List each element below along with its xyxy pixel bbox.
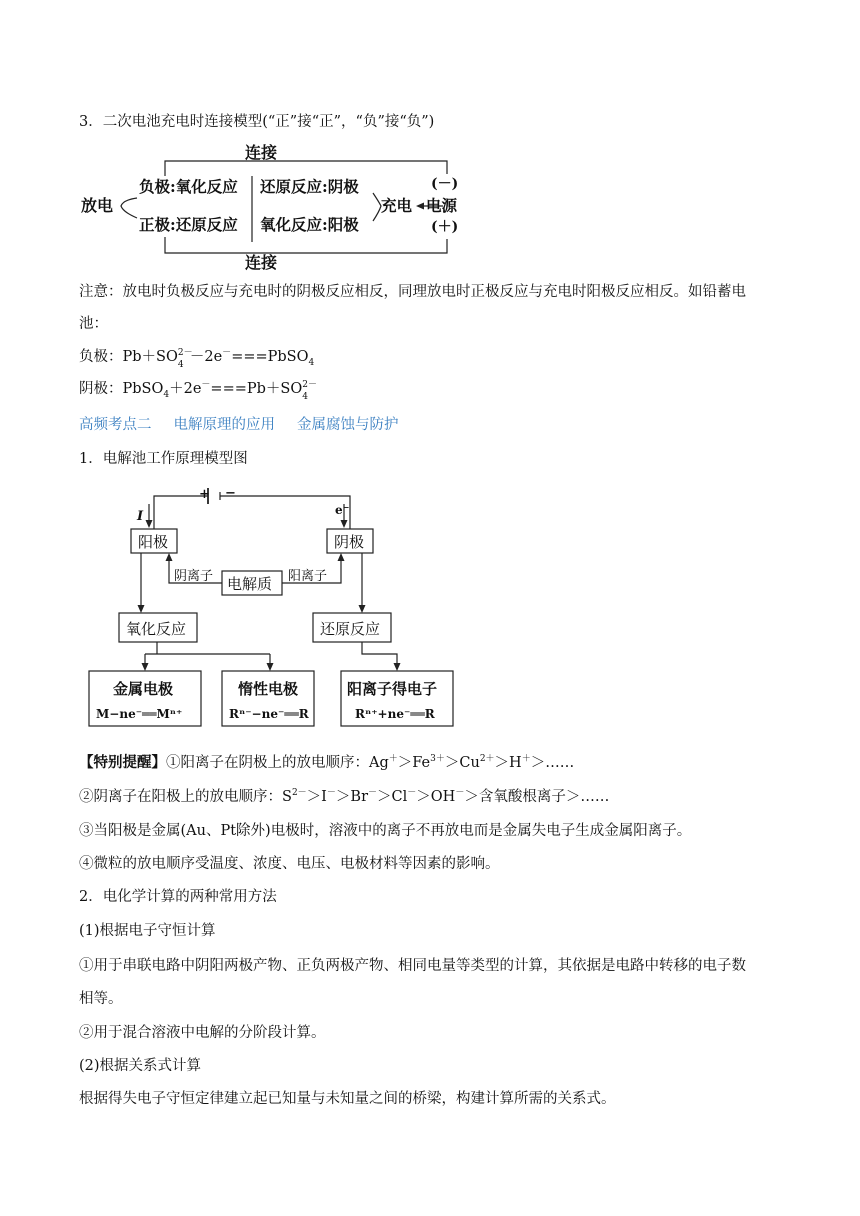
electrolyte-box-label: 电解质 <box>227 575 273 593</box>
method1-line-2: 相等。 <box>79 991 123 1007</box>
plus-terminal: (＋) <box>431 219 459 235</box>
positive-pole-reaction: 正极:还原反应 <box>139 215 238 234</box>
anode-box-label: 阳极 <box>138 533 169 551</box>
tip-2: ②阴离子在阳极上的放电顺序：$S^{2-}>I^->Br^->Cl^->OH^->$含氧酸根离子＞…… <box>79 788 610 805</box>
cathode-box-label: 阴极 <box>334 533 365 551</box>
tip-3: ③当阳极是金属(Au、Pt除外)电极时，溶液中的离子不再放电而是金属失电子生成金属阳离子。 <box>79 823 692 839</box>
top-connect-label: 连接 <box>245 143 278 162</box>
cation-label: 阳离子 <box>288 569 328 584</box>
charge-label: 充电 <box>381 196 413 215</box>
anode-oxidation: 氧化反应:阳极 <box>260 215 359 234</box>
anion-label: 阴离子 <box>174 569 214 584</box>
method2-title: (2)根据关系式计算 <box>79 1058 202 1074</box>
battery-minus: − <box>225 486 236 501</box>
cation-gain-label: 阳离子得电子 <box>347 680 438 698</box>
oxidation-box-label: 氧化反应 <box>126 620 187 638</box>
note-line-2: 池： <box>79 316 108 332</box>
metal-electrode-equation: M−ne⁻══Mⁿ⁺ <box>96 707 183 721</box>
negative-electrode-equation: 负极：Pb＋SO 2－ 4 －2e－===PbSO$_4$ <box>79 348 315 370</box>
electron-label: e− <box>335 502 350 517</box>
cation-gain-equation: Rⁿ⁺+ne⁻══R <box>355 707 435 721</box>
section-heading: 高频考点二 电解原理的应用 金属腐蚀与防护 <box>79 417 399 433</box>
reduction-box-label: 还原反应 <box>320 620 381 638</box>
current-label: I <box>137 509 144 524</box>
item1-title: 1．电解池工作原理模型图 <box>79 451 248 467</box>
power-source-label: 电源 <box>426 196 458 215</box>
note-line-1: 注意：放电时负极反应与充电时的阴极反应相反，同理放电时正极反应与充电时阳极反应相反。如铅蓄电 <box>79 284 746 300</box>
item2-title: 2．电化学计算的两种常用方法 <box>79 889 277 905</box>
cathode-equation: 阴极：PbSO$_4$＋2e－===Pb＋SO 2－ 4 <box>79 380 317 402</box>
method1-title: (1)根据电子守恒计算 <box>79 923 216 939</box>
battery-plus: + <box>199 487 210 502</box>
inert-electrode-equation: Rⁿ⁻−ne⁻══R <box>229 707 309 721</box>
metal-electrode-label: 金属电极 <box>113 680 174 698</box>
method1-line-1: ①用于串联电路中阴阳两极产物、正负两极产物、相同电量等类型的计算，其依据是电路中转移的电子数 <box>79 958 746 974</box>
cathode-reduction: 还原反应:阴极 <box>260 177 359 196</box>
tip-1: 【特别提醒】①阳离子在阴极上的放电顺序：$Ag^+>Fe^{3+}>Cu^{2+}>H^+>\dots\dots$ <box>79 754 575 771</box>
electrolysis-cell-diagram <box>79 482 479 732</box>
negative-pole-reaction: 负极:氧化反应 <box>139 177 238 196</box>
discharge-label: 放电 <box>81 196 114 215</box>
minus-terminal: (－) <box>431 176 459 192</box>
item3-title: 3．二次电池充电时连接模型(“正”接“正”，“负”接“负”) <box>79 114 435 130</box>
tip-4: ④微粒的放电顺序受温度、浓度、电压、电极材料等因素的影响。 <box>79 856 500 872</box>
method2-line-1: 根据得失电子守恒定律建立起已知量与未知量之间的桥梁，构建计算所需的关系式。 <box>79 1091 616 1107</box>
charge-connection-diagram <box>79 140 479 272</box>
bottom-connect-label: 连接 <box>245 253 278 272</box>
method1-line-3: ②用于混合溶液中电解的分阶段计算。 <box>79 1025 326 1041</box>
inert-electrode-label: 惰性电极 <box>238 680 299 698</box>
